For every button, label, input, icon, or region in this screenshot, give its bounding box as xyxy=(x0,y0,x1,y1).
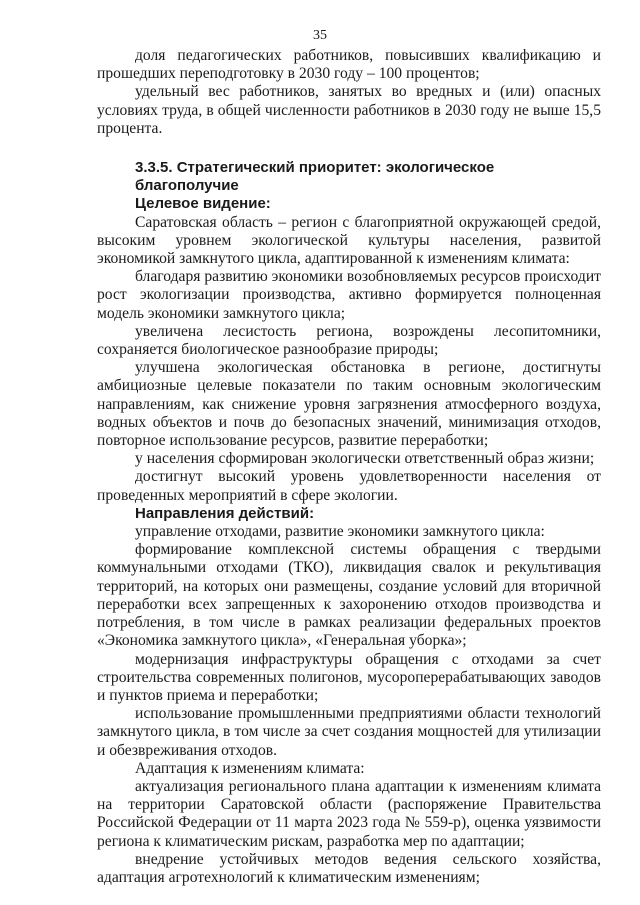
section-spacer xyxy=(97,138,601,159)
direction-paragraph: использование промышленными предприятиями области технологий замкнутого цикла, в том числе за счет создания мощностей для утилизации и обезвреживания отходов. xyxy=(97,705,601,759)
vision-paragraph: достигнут высокий уровень удовлетворенности населения от проведенных мероприятий в сфере экологии. xyxy=(97,468,601,504)
vision-paragraph: увеличена лесистость региона, возрождены лесопитомники, сохраняется биологическое разнообразие природы; xyxy=(97,322,601,359)
vision-paragraph: улучшена экологическая обстановка в регионе, достигнуты амбициозные целевые показатели по таким основным экологическим направлениям, как снижение уровня загрязнения атмосферного воздуха, водных объектов и почв до безопасных значений, минимизация отходов, повторное использование ресурсов, развитие переработки; xyxy=(97,359,601,450)
directions-heading: Направления действий: xyxy=(135,504,315,522)
paragraph: доля педагогических работников, повысивших квалификацию и прошедших переподготовку в 2030 году – 100 процентов; xyxy=(97,47,601,83)
page-number: 35 xyxy=(313,28,327,43)
vision-heading: Целевое видение: xyxy=(135,195,271,213)
direction-paragraph: формирование комплексной системы обращения с твердыми коммунальными отходами (ТКО), ликвидация свалок и рекультивация территорий, на которых они размещены, создание условий для вторичной переработки всех запрещенных к захоронению отходов производства и потребления, в том числе в рамках реализации федеральных проектов «Экономика замкнутого цикла», «Генеральная уборка»; xyxy=(97,541,601,650)
page-body xyxy=(97,47,601,887)
vision-paragraph: благодаря развитию экономики возобновляемых ресурсов происходит рост экологизации производства, активно формируется полноценная модель экономики замкнутого цикла; xyxy=(97,268,601,322)
direction-paragraph: внедрение устойчивых методов ведения сельского хозяйства, адаптация агротехнологий к климатическим изменениям; xyxy=(97,850,601,886)
direction-paragraph: управление отходами, развитие экономики замкнутого цикла: xyxy=(135,523,545,541)
vision-paragraph: Саратовская область – регион с благоприятной окружающей средой, высоким уровнем экологической культуры населения, развитой экономикой замкнутого цикла, адаптированной к изменениям климата: xyxy=(97,213,601,268)
direction-paragraph: актуализация регионального плана адаптации к изменениям климата на территории Саратовской области (распоряжение Правительства Российской Федерации от 11 марта 2023 года № 559-р), оценка уязвимости региона к климатическим рискам, разработка мер по адаптации; xyxy=(97,777,601,850)
direction-paragraph: модернизация инфраструктуры обращения с отходами за счет строительства современных полигонов, мусороперерабатывающих заводов и пунктов приема и переработки; xyxy=(97,650,601,704)
section-title: 3.3.5. Стратегический приоритет: экологическое благополучие xyxy=(135,159,495,195)
direction-paragraph: Адаптация к изменениям климата: xyxy=(135,759,365,777)
paragraph: удельный вес работников, занятых во вредных и (или) опасных условиях труда, в общей численности работников в 2030 году не выше 15,5 процента. xyxy=(97,83,601,137)
vision-paragraph: у населения сформирован экологически ответственный образ жизни; xyxy=(135,450,595,468)
